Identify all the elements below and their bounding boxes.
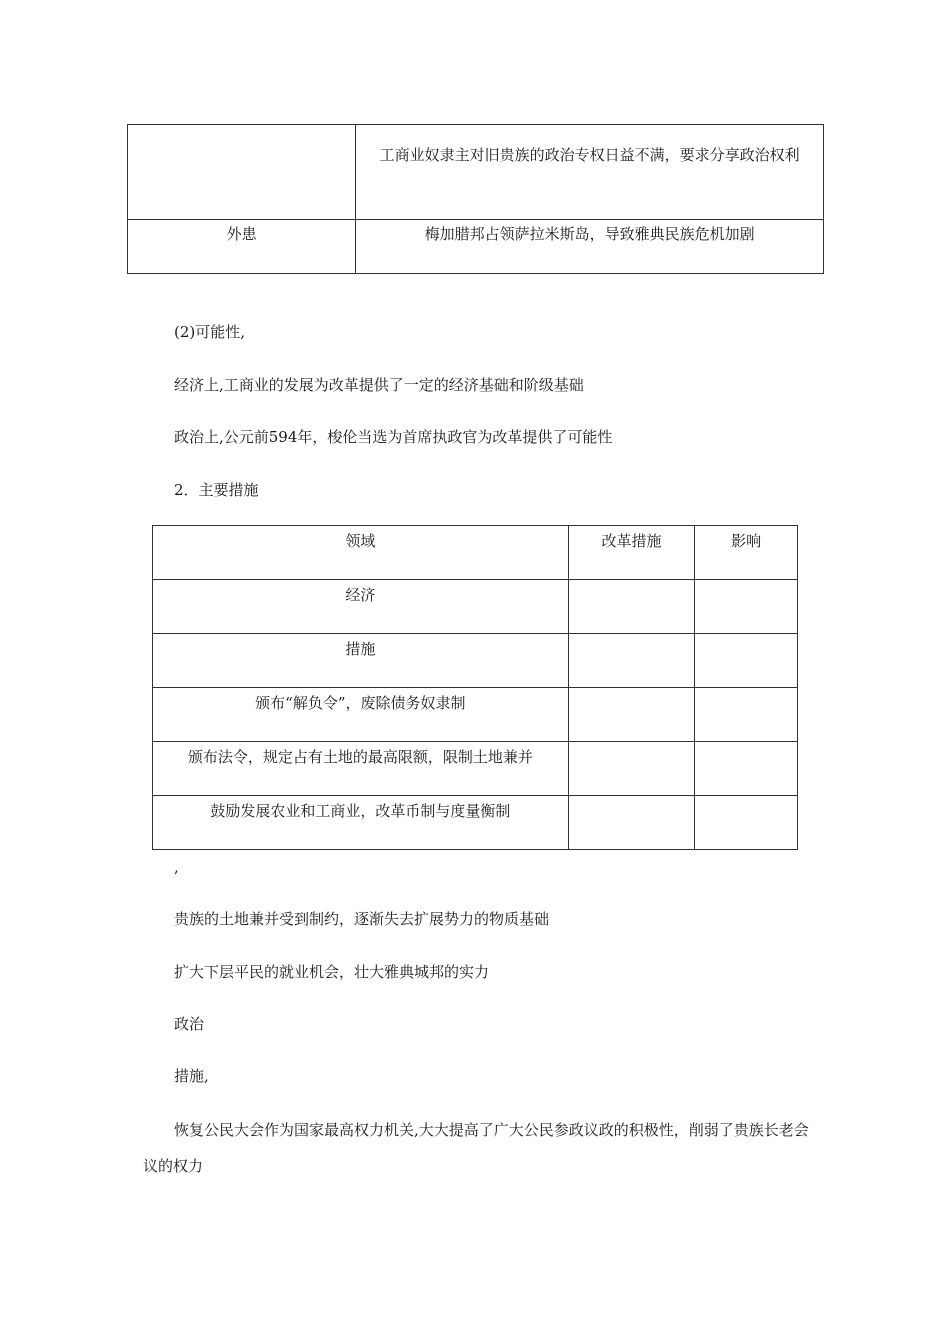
politics-heading: 政治 <box>174 1015 205 1033</box>
cell-text: 颁布“解负令”，废除债务奴隶制 <box>255 694 466 712</box>
table-cell <box>695 580 798 634</box>
possibility-economic: 经济上,工商业的发展为改革提供了一定的经济基础和阶级基础 <box>174 376 584 394</box>
cell-text: 经济 <box>345 586 376 604</box>
table-row <box>153 688 798 742</box>
stray-comma: , <box>174 858 179 876</box>
table-header-cell <box>153 526 569 580</box>
cell-text: 颁布法令，规定占有土地的最高限额，限制土地兼并 <box>187 748 533 766</box>
cell-text <box>695 580 797 588</box>
measures-table <box>152 525 798 850</box>
cell-text <box>695 634 797 642</box>
cell-text <box>695 688 797 696</box>
table-header-cell <box>568 526 695 580</box>
table-cell <box>153 796 569 850</box>
table-row <box>153 634 798 688</box>
header-text: 影响 <box>731 532 762 550</box>
possibility-heading: (2)可能性, <box>174 323 246 341</box>
cell-text <box>695 742 797 750</box>
causes-table <box>127 124 824 274</box>
table-cell-label <box>128 220 356 274</box>
table-cell <box>153 688 569 742</box>
effect-paragraph-2: 扩大下层平民的就业机会，壮大雅典城邦的实力 <box>174 963 490 981</box>
cell-text <box>569 796 695 804</box>
table-cell-content <box>356 125 824 220</box>
table-cell <box>153 634 569 688</box>
table-cell <box>568 688 695 742</box>
cell-text: 鼓励发展农业和工商业，改革币制与度量衡制 <box>210 802 511 820</box>
table-row <box>153 796 798 850</box>
table-row <box>153 742 798 796</box>
table-header-cell <box>695 526 798 580</box>
table-cell <box>568 796 695 850</box>
possibility-political: 政治上,公元前594年，梭伦当选为首席执政官为改革提供了可能性 <box>174 428 613 446</box>
politics-measures-label: 措施, <box>174 1067 209 1085</box>
cell-text: 外患 <box>226 225 257 243</box>
table-cell <box>568 742 695 796</box>
effect-paragraph-1: 贵族的土地兼并受到制约，逐渐失去扩展势力的物质基础 <box>174 910 550 928</box>
cell-text: 梅加腊邦占领萨拉米斯岛，导致雅典民族危机加剧 <box>424 225 755 243</box>
table-cell <box>695 688 798 742</box>
header-text: 领域 <box>345 532 376 550</box>
table-row <box>128 220 824 274</box>
header-text: 改革措施 <box>601 532 662 550</box>
table-row <box>153 580 798 634</box>
table-cell <box>695 634 798 688</box>
table-cell <box>695 796 798 850</box>
table-cell <box>568 634 695 688</box>
table-cell-label <box>128 125 356 220</box>
cell-text <box>569 634 695 642</box>
measures-heading: 2．主要措施 <box>174 481 259 499</box>
cell-text <box>569 742 695 750</box>
table-cell <box>153 742 569 796</box>
cell-text <box>569 688 695 696</box>
table-cell <box>568 580 695 634</box>
table-cell <box>695 742 798 796</box>
table-header-row <box>153 526 798 580</box>
table-cell-content <box>356 220 824 274</box>
table-row <box>128 125 824 220</box>
cell-text <box>695 796 797 804</box>
table-cell <box>153 580 569 634</box>
cell-text: 工商业奴隶主对旧贵族的政治专权日益不满，要求分享政治权利 <box>379 146 800 164</box>
cell-text <box>569 580 695 588</box>
politics-paragraph: 恢复公民大会作为国家最高权力机关,大大提高了广大公民参政议政的积极性，削弱了贵族长老会议的权力 <box>143 1121 809 1175</box>
cell-text: 措施 <box>345 640 376 658</box>
